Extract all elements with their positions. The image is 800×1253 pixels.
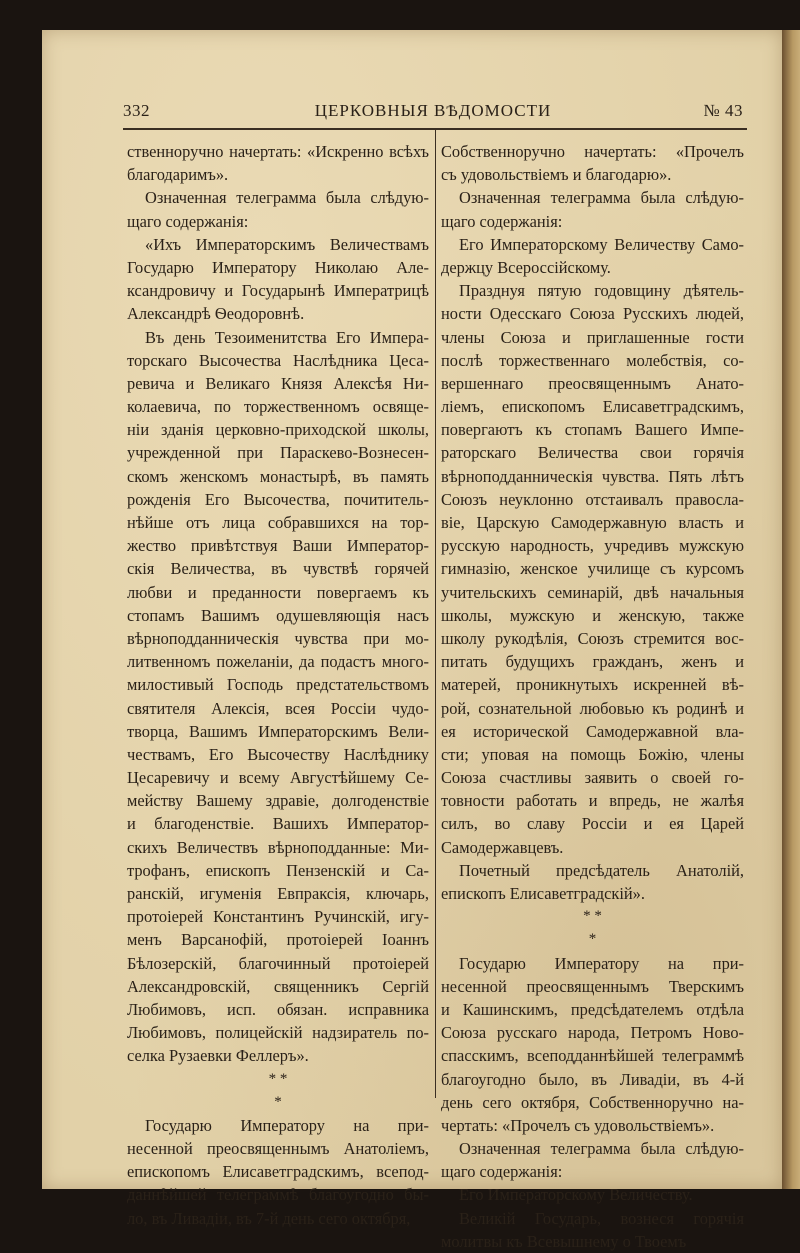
text-line: учительскихъ семинарій, двѣ начальныя: [441, 582, 744, 602]
text-line: вѣрноподданническія чувства. Пять лѣтъ: [441, 466, 744, 486]
text-line: Цесаревичу и всему Августѣйшему Се-: [127, 768, 429, 788]
text-line: Празднуя пятую годовщину дѣятель-: [459, 281, 744, 301]
text-line: епископъ Елисаветградскій».: [441, 884, 645, 903]
text-line: благодаримъ».: [127, 165, 229, 185]
text-line: милостивый Господь предстательствомъ: [127, 675, 429, 695]
text-line: Почетный предсѣдатель Анатолій,: [459, 860, 744, 880]
text-line: Въ день Тезоименитства Его Импера-: [145, 327, 429, 347]
text-line: протоіерей Константинъ Ручинскій, игу-: [127, 907, 429, 927]
text-line: щаго содержанія:: [441, 1162, 563, 1182]
text-line: силъ, во славу Россіи и ея Царей: [441, 814, 744, 834]
text-line: скомъ женскомъ монастырѣ, въ память: [127, 466, 429, 486]
issue-number: № 43: [703, 101, 743, 120]
text-line: учрежденной при Параскево-Вознесен-: [127, 443, 429, 463]
text-line: чертать: «Прочелъ съ удовольствіемъ».: [441, 1115, 715, 1135]
text-line: школы, мужскую и женскую, также: [441, 605, 744, 625]
text-line: ліемъ, епископомъ Елисаветградскимъ,: [441, 397, 744, 417]
running-header: [123, 101, 743, 127]
text-line: сти; уповая на помощь Божію, члены: [441, 744, 744, 764]
text-line: селка Рузаевки Феллеръ».: [127, 1046, 309, 1066]
text-line: послѣ торжественнаго молебствія, со-: [441, 350, 744, 370]
text-line: ревича и Великаго Князя Алексѣя Ни-: [127, 373, 429, 393]
text-line: Собственноручно начертать: «Прочелъ: [441, 142, 744, 161]
text-line: менъ Варсанофій, протоіерей Іоаннъ: [127, 930, 429, 950]
text-line: съ удовольствіемъ и благодарю».: [441, 165, 672, 185]
text-line: жество привѣтствуя Ваши Император-: [127, 536, 429, 556]
text-line: благоугодно было, въ Ливадіи, въ 4-й: [441, 1069, 744, 1089]
text-line: рой, сознательной любовью къ родинѣ и: [441, 698, 744, 718]
text-line: и Кашинскимъ, предсѣдателемъ отдѣла: [441, 999, 744, 1019]
text-line: Союза русскаго народа, Петромъ Ново-: [441, 1023, 744, 1043]
text-line: Самодержавцевъ.: [441, 837, 564, 857]
column-separator: [435, 130, 436, 1098]
text-line: віе, Царскую Самодержавную власть и: [441, 513, 744, 532]
text-line: любви и преданности повергаемъ къ: [127, 582, 429, 602]
text-line: стопамъ Вашимъ одушевляющія насъ: [127, 605, 429, 625]
text-line: спасскимъ, всеподданнѣйшей телеграммѣ: [441, 1046, 744, 1066]
text-line: скія Величества, въ чувствѣ горячей: [127, 559, 429, 579]
text-line: Александрѣ Ѳеодоровнѣ.: [127, 304, 305, 324]
text-line: день сего октября, Собственноручно на-: [441, 1092, 744, 1112]
text-line: колаевича, по торжественномъ освяще-: [127, 397, 429, 417]
text-line: рожденія Его Высочества, почититель-: [127, 489, 429, 509]
text-line: Государю Императору на при-: [145, 1115, 429, 1135]
text-line: Означенная телеграмма была слѣдую-: [459, 1139, 744, 1159]
text-line: гимназію, женское училище съ курсомъ: [441, 559, 744, 579]
text-line: несенной преосвященнымъ Тверскимъ: [441, 976, 744, 996]
text-line: Государю Императору на при-: [459, 953, 744, 973]
text-line: ственноручно начертать: «Искренно всѣхъ: [127, 142, 429, 161]
text-line: щаго содержанія:: [127, 211, 249, 231]
text-line: Означенная телеграмма была слѣдую-: [459, 188, 744, 208]
text-line: * *: [268, 1070, 288, 1087]
page-number: 332: [123, 101, 150, 120]
text-line: епископомъ Елисаветградскимъ, всепод-: [127, 1162, 429, 1182]
text-line: матерей, проникнутыхъ искренней вѣ-: [441, 675, 744, 695]
text-line: святителя Алексія, всея Россіи чудо-: [127, 698, 429, 718]
text-line: Любимовъ, исп. обязан. исправника: [127, 999, 429, 1019]
text-line: Его Императорскому Величеству Само-: [459, 234, 744, 254]
text-line: ея исторической Самодержавной вла-: [441, 721, 744, 741]
text-line: Союза счастливы заявить о своей го-: [441, 768, 744, 788]
text-line: Любимовъ, полицейскій надзиратель по-: [127, 1023, 429, 1043]
text-line: * *: [583, 908, 602, 925]
text-line: мейству Вашему здравіе, долгоденствіе: [127, 791, 429, 811]
text-line: торскаго Высочества Наслѣдника Цеса-: [127, 350, 429, 370]
text-line: питать будущихъ гражданъ, женъ и: [441, 652, 744, 672]
text-line: Государю Императору Николаю Але-: [127, 257, 429, 277]
text-line: даннѣйшей телеграммѣ благоугодно бы-: [127, 1185, 429, 1205]
text-line: Его Императорскому Величеству.: [459, 1185, 693, 1205]
page-edge: [782, 30, 800, 1189]
text-line: ніи зданія церковно-приходской школы,: [127, 420, 429, 440]
text-line: несенной преосвященнымъ Анатоліемъ,: [127, 1139, 429, 1159]
journal-title: ЦЕРКОВНЫЯ ВѢДОМОСТИ: [314, 101, 552, 120]
text-line: школу рукодѣлія, Союзъ стремится вос-: [441, 628, 744, 648]
text-line: и благоденствіе. Вашихъ Император-: [127, 814, 429, 834]
text-line: Означенная телеграмма была слѣдую-: [145, 188, 429, 208]
text-line: щаго содержанія:: [441, 211, 563, 231]
text-line: нѣйше отъ лица собравшихся на тор-: [127, 513, 429, 532]
text-line: вѣрноподданническія чувства при мо-: [127, 628, 429, 648]
text-line: товности работать и впредь, не жалѣя: [441, 791, 744, 811]
right-column: [441, 140, 744, 1253]
text-line: ло, въ Ливадіи, въ 7-й день сего октября,: [127, 1208, 411, 1228]
text-line: литвенномъ пожеланіи, да подастъ много-: [127, 652, 429, 672]
left-column: [127, 140, 429, 1230]
text-line: *: [588, 931, 597, 948]
text-line: Союзъ неуклонно отстаивалъ правосла-: [441, 489, 744, 509]
text-line: трофанъ, епископъ Пензенскій и Са-: [127, 860, 429, 880]
text-line: молитвы къ Всевышнему о Твоемъ: [441, 1231, 687, 1251]
text-line: творца, Вашимъ Императорскимъ Вели-: [127, 721, 429, 741]
text-line: Великій Государь, вознеся горячія: [459, 1208, 744, 1228]
text-line: раторскаго Величества свои горячія: [441, 443, 744, 463]
text-line: чествамъ, Его Высочеству Наслѣднику: [127, 744, 429, 764]
text-line: Александровскій, священникъ Сергій: [127, 976, 429, 996]
text-line: ности Одесскаго Союза Русскихъ людей,: [441, 304, 744, 324]
text-line: члены Союза и приглашенные гости: [441, 327, 744, 347]
text-line: вершеннаго преосвященнымъ Анато-: [441, 373, 744, 393]
text-line: *: [274, 1093, 282, 1110]
text-line: «Ихъ Императорскимъ Величествамъ: [145, 234, 429, 254]
text-line: Бѣлозерскій, благочинный протоіерей: [127, 953, 429, 973]
text-line: повергаютъ къ стопамъ Вашего Импе-: [441, 420, 744, 440]
text-line: русскую народность, учредивъ мужскую: [441, 536, 744, 556]
text-line: ранскій, игуменія Евпраксія, ключарь,: [127, 884, 429, 903]
text-line: скихъ Величествъ вѣрноподданные: Ми-: [127, 837, 429, 857]
text-line: держцу Всероссійскому.: [441, 257, 611, 277]
text-line: ксандровичу и Государынѣ Императрицѣ: [127, 281, 429, 301]
